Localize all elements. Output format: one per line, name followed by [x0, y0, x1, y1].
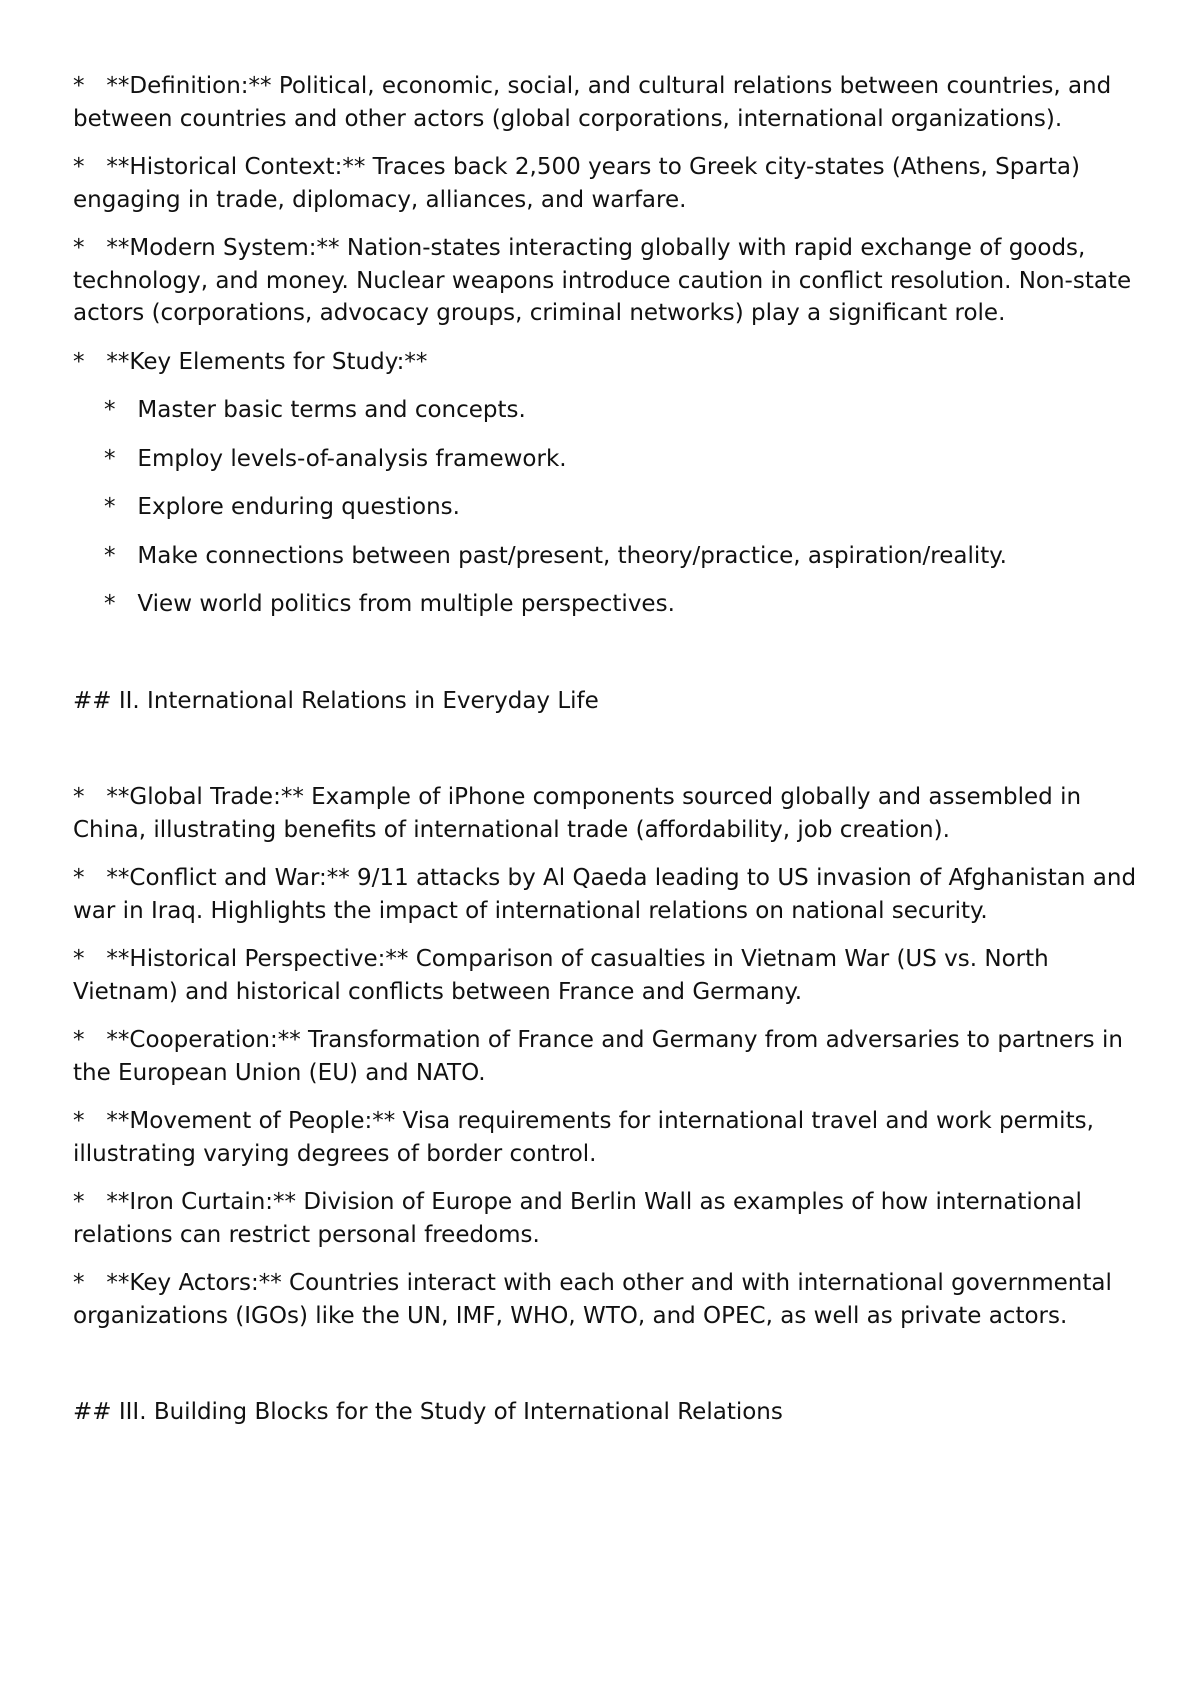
spacer [73, 733, 1143, 781]
sub-bullet-levels-of-analysis: * Employ levels-of-analysis framework. [104, 445, 567, 472]
sub-bullet-enduring-questions: * Explore enduring questions. [104, 494, 460, 520]
section-heading-everyday-life: ## II. International Relations in Everyday Life [73, 687, 599, 714]
document-page [73, 70, 1143, 1445]
bullet-definition: * **Definition:** Political, economic, social, and cultural relations between countries, and between countries and other actors (global corporations, international organizations). [73, 73, 1119, 132]
bullet-conflict-and-war: * **Conflict and War:** 9/11 attacks by Al Qaeda leading to US invasion of Afghanistan and war in Iraq. Highlights the impact of international relations on national security. [73, 865, 1144, 924]
bullet-historical-context: * **Historical Context:** Traces back 2,500 years to Greek city-states (Athens, Sparta) engaging in trade, diplomacy, alliances, and warfare. [73, 154, 1088, 213]
sub-bullet-make-connections: * Make connections between past/present, theory/practice, aspiration/reality. [104, 542, 1007, 569]
bullet-movement-of-people: * **Movement of People:** Visa requirements for international travel and work permits, illustrating varying degrees of border control. [73, 1108, 1102, 1167]
key-elements-sublist [73, 394, 1143, 621]
bullet-historical-perspective: * **Historical Perspective:** Comparison of casualties in Vietnam War (US vs. North Vietnam) and historical conflicts between France and Germany. [73, 946, 1057, 1005]
bullet-global-trade: * **Global Trade:** Example of iPhone components sourced globally and assembled in China, illustrating benefits of international trade (affordability, job creation). [73, 784, 1089, 843]
spacer [73, 1348, 1143, 1396]
sub-bullet-master-terms: * Master basic terms and concepts. [104, 397, 526, 423]
section-heading-building-blocks: ## III. Building Blocks for the Study of International Relations [73, 1399, 783, 1425]
bullet-cooperation: * **Cooperation:** Transformation of France and Germany from adversaries to partners in the European Union (EU) and NATO. [73, 1027, 1131, 1086]
sub-bullet-multiple-perspectives: * View world politics from multiple perspectives. [104, 591, 675, 617]
bullet-key-actors: * **Key Actors:** Countries interact with each other and with international governmental organizations (IGOs) like the UN, IMF, WHO, WTO, and OPEC, as well as private actors. [73, 1270, 1120, 1329]
bullet-iron-curtain: * **Iron Curtain:** Division of Europe and Berlin Wall as examples of how international relations can restrict personal freedoms. [73, 1189, 1090, 1248]
bullet-modern-system: * **Modern System:** Nation-states interacting globally with rapid exchange of goods, technology, and money. Nuclear weapons introduce caution in conflict resolution. Non-state actors (corporations, advocacy groups, criminal networks) play a significant role. [73, 235, 1139, 326]
bullet-key-elements: * **Key Elements for Study:** [73, 348, 428, 375]
spacer [73, 637, 1143, 685]
